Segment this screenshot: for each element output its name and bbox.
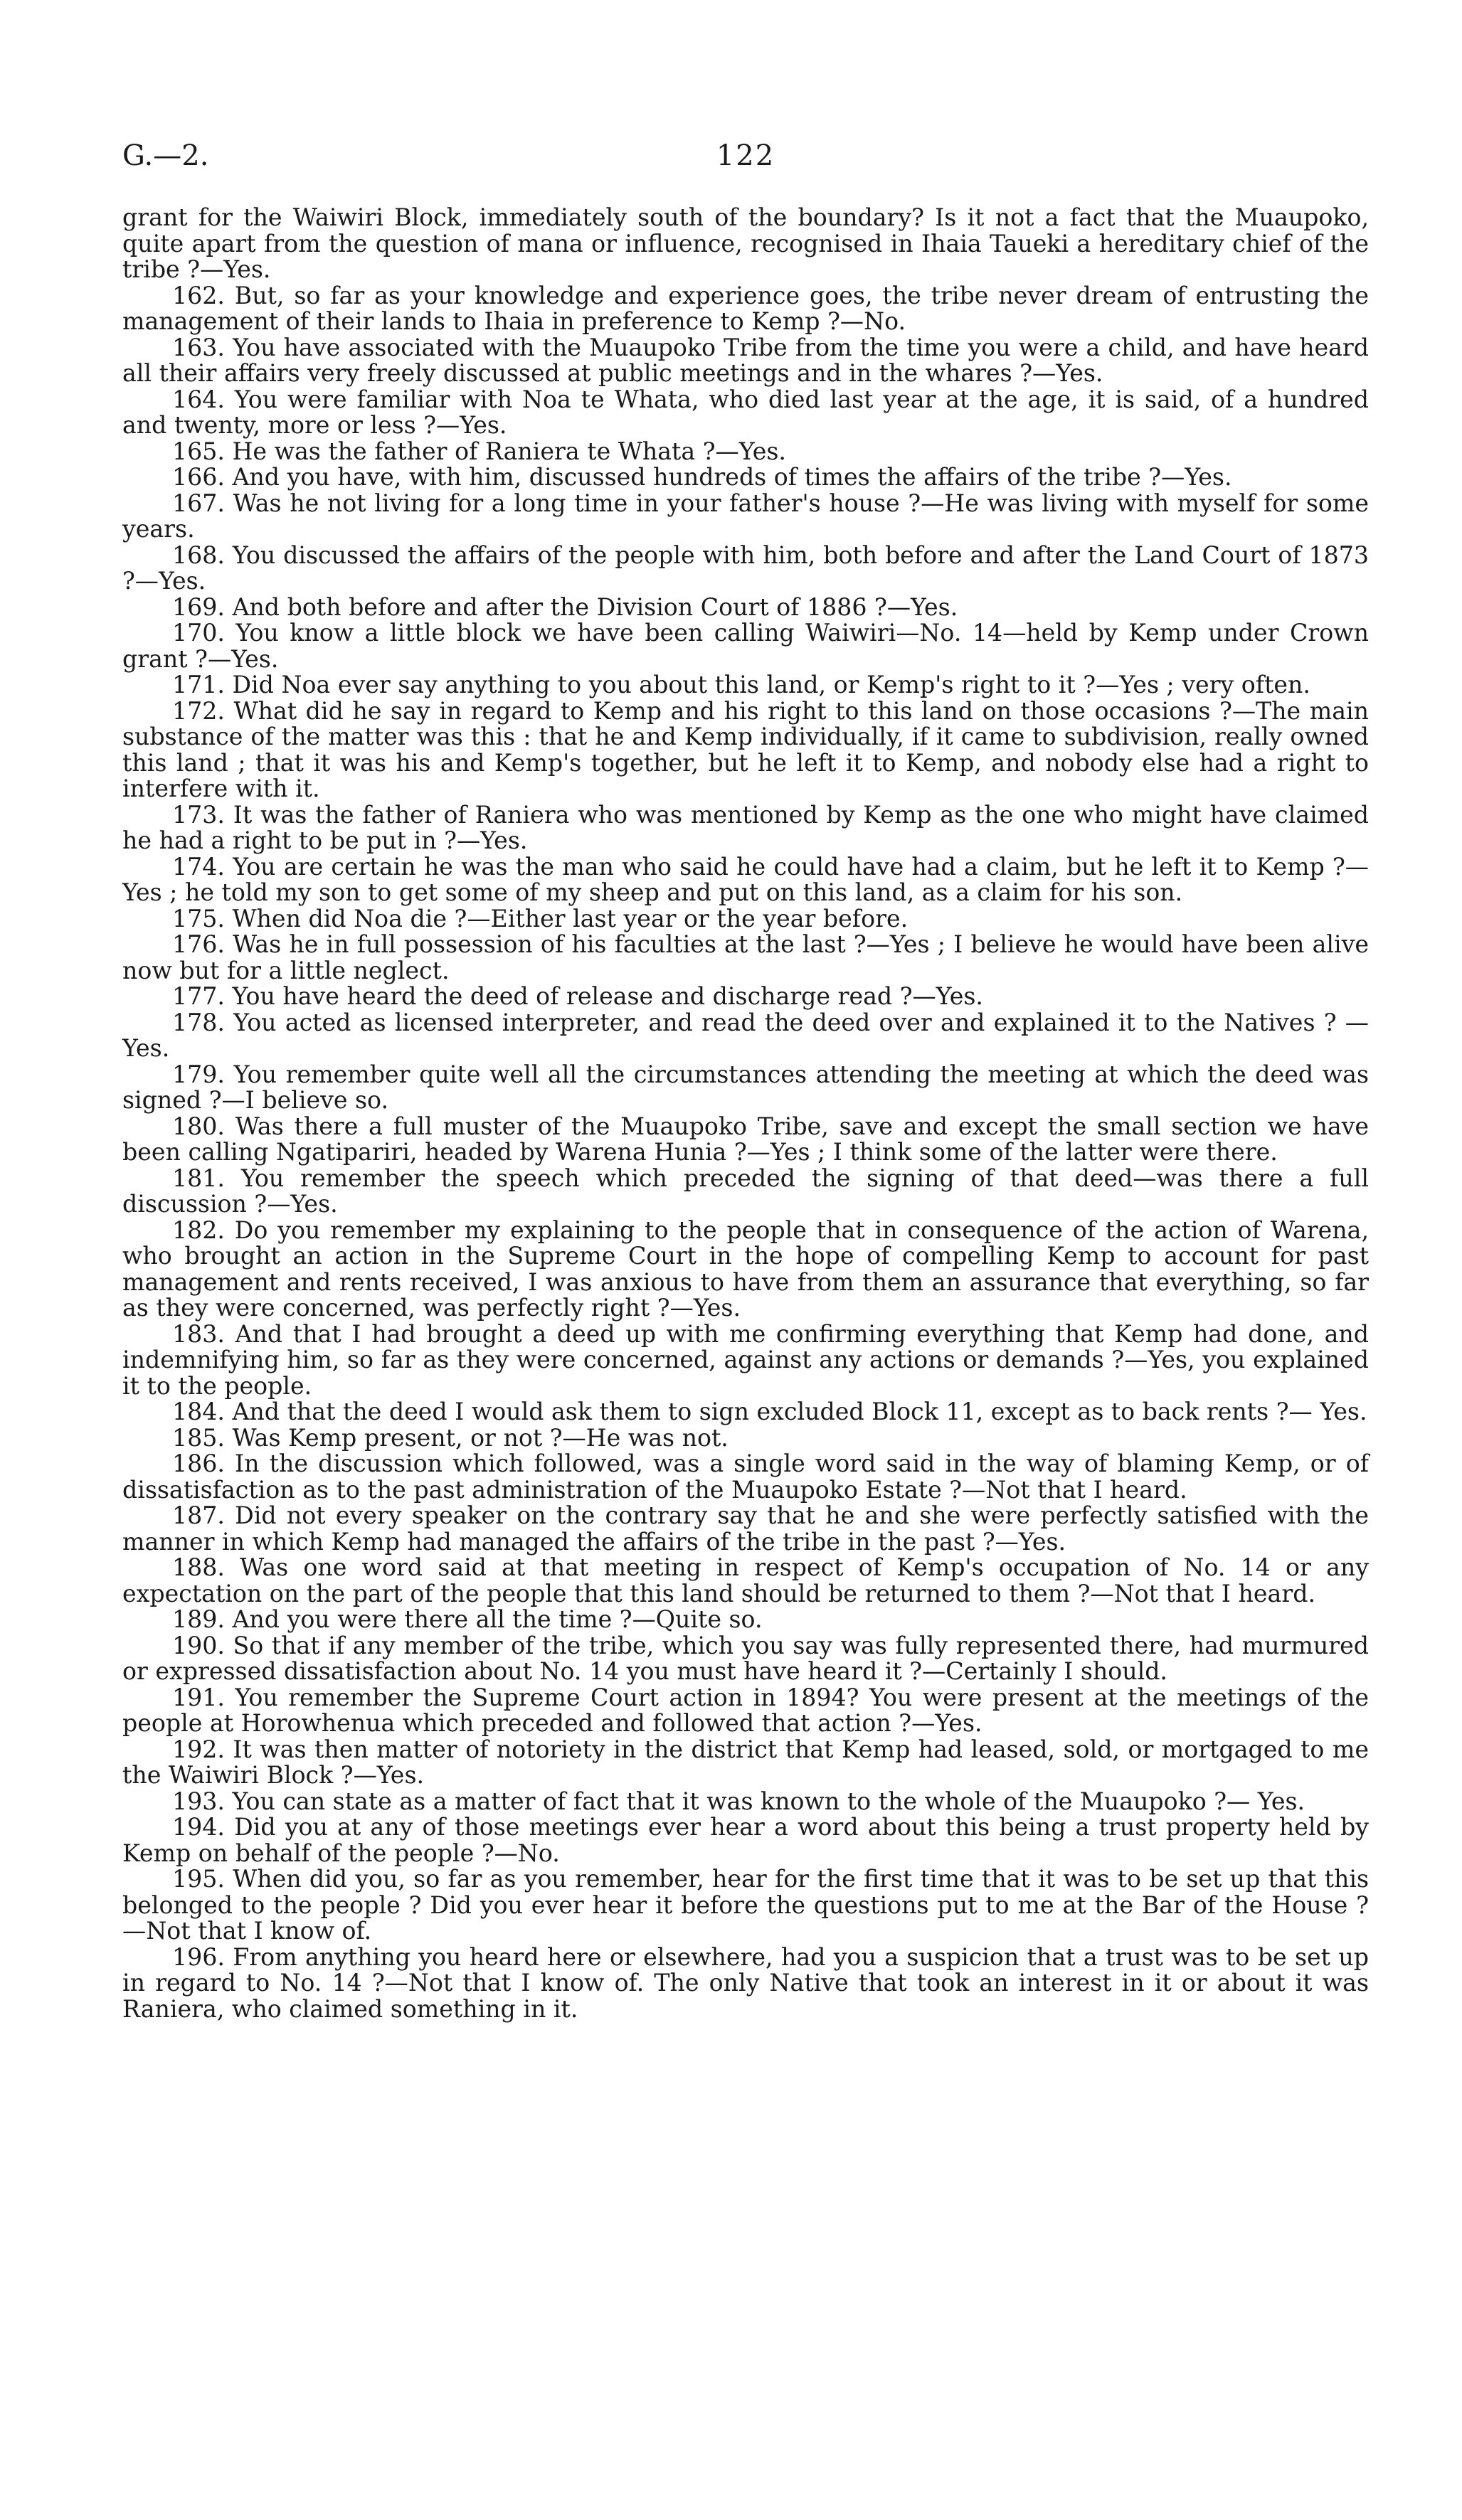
question-paragraph: 180. Was there a full muster of the Muaupoko Tribe, save and except the small section we have been calling Ngatipariri, headed by Warena Hunia ?—Yes ; I think some of the latter were there.	[122, 1112, 1369, 1166]
question-paragraph: 163. You have associated with the Muaupoko Tribe from the time you were a child, and have heard all their affairs very freely discussed at public meetings and in the whares ?—Yes.	[122, 333, 1369, 387]
question-paragraph: 189. And you were there all the time ?—Quite so.	[172, 1605, 763, 1633]
question-paragraph: 182. Do you remember my explaining to the people that in consequence of the action of Warena, who brought an action in the Supreme Court in the hope of compelling Kemp to account for past management and rents received, I was anxious to have from them an assurance that everything, so far as they were concerned, was perfectly right ?—Yes.	[122, 1216, 1369, 1322]
question-paragraph: 187. Did not every speaker on the contrary say that he and she were perfectly satisfied with the manner in which Kemp had managed the affairs of the tribe in the past ?—Yes.	[122, 1501, 1369, 1556]
question-paragraph: 164. You were familiar with Noa te Whata, who died last year at the age, it is said, of a hundred and twenty, more or less ?—Yes.	[122, 385, 1369, 439]
question-paragraph: 188. Was one word said at that meeting in respect of Kemp's occupation of No. 14 or any expectation on the part of the people that this land should be returned to them ?—Not that I heard.	[122, 1553, 1369, 1607]
question-paragraph: 174. You are certain he was the man who said he could have had a claim, but he left it to Kemp ?—Yes ; he told my son to get some of my sheep and put on this land, as a claim for his son.	[122, 852, 1369, 906]
question-paragraph: 179. You remember quite well all the circumstances attending the meeting at which the deed was signed ?—I believe so.	[122, 1060, 1369, 1114]
question-paragraph: 184. And that the deed I would ask them to sign excluded Block 11, except as to back rents ?— Yes.	[172, 1398, 1367, 1425]
question-paragraph: 168. You discussed the affairs of the people with him, both before and after the Land Court of 1873 ?—Yes.	[122, 541, 1369, 595]
question-paragraph: 177. You have heard the deed of release and discharge read ?—Yes.	[172, 982, 983, 1010]
question-paragraph: 191. You remember the Supreme Court action in 1894? You were present at the meetings of the people at Horowhenua which preceded and followed that action ?—Yes.	[122, 1683, 1369, 1737]
question-paragraph: 193. You can state as a matter of fact that it was known to the whole of the Muaupoko ?— Yes.	[172, 1787, 1305, 1815]
question-paragraph: 166. And you have, with him, discussed hundreds of times the affairs of the tribe ?—Yes.	[172, 463, 1232, 491]
question-paragraph: 196. From anything you heard here or elsewhere, had you a suspicion that a trust was to be set up in regard to No. 14 ?—Not that I know of. The only Native that took an interest in it or about it was Raniera, who claimed something in it.	[122, 1942, 1369, 2023]
page-header	[122, 139, 1369, 191]
page-number: 122	[716, 139, 775, 172]
question-paragraph: 195. When did you, so far as you remember, hear for the first time that it was to be set up that this belonged to the people ? Did you ever hear it before the questions put to me at the Bar of the House ?—Not that I know of.	[122, 1865, 1369, 1945]
question-paragraph: 190. So that if any member of the tribe, which you say was fully represented there, had murmured or expressed dissatisfaction about No. 14 you must have heard it ?—Certainly I should.	[122, 1631, 1369, 1685]
question-paragraph: 170. You know a little block we have been calling Waiwiri—No. 14—held by Kemp under Crown grant ?—Yes.	[122, 619, 1369, 673]
question-paragraph: 171. Did Noa ever say anything to you about this land, or Kemp's right to it ?—Yes ; very often.	[172, 671, 1310, 698]
question-paragraph: 181. You remember the speech which preceded the signing of that deed—was there a full discussion ?—Yes.	[122, 1164, 1369, 1218]
document-page	[122, 139, 1369, 2022]
question-paragraph: 165. He was the father of Raniera te Whata ?—Yes.	[172, 437, 786, 465]
question-paragraph: 183. And that I had brought a deed up with me confirming everything that Kemp had done, and indemnifying him, so far as they were concerned, against any actions or demands ?—Yes, you explained it to the people.	[122, 1319, 1369, 1400]
question-paragraph: 185. Was Kemp present, or not ?—He was not.	[172, 1423, 729, 1452]
question-paragraph: 176. Was he in full possession of his faculties at the last ?—Yes ; I believe he would have been alive now but for a little neglect.	[122, 930, 1369, 984]
document-reference: G.—2.	[122, 139, 209, 172]
question-paragraph: 162. But, so far as your knowledge and experience goes, the tribe never dream of entrusting the management of their lands to Ihaia in preference to Kemp ?—No.	[122, 281, 1369, 335]
question-paragraph: 167. Was he not living for a long time in your father's house ?—He was living with myself for some years.	[122, 489, 1369, 543]
question-paragraph: 173. It was the father of Raniera who was mentioned by Kemp as the one who might have claimed he had a right to be put in ?—Yes.	[122, 800, 1369, 854]
question-paragraph: 175. When did Noa die ?—Either last year or the year before.	[172, 904, 909, 932]
question-paragraph: 192. It was then matter of notoriety in the district that Kemp had leased, sold, or mortgaged to me the Waiwiri Block ?—Yes.	[122, 1735, 1369, 1789]
question-paragraph: 178. You acted as licensed interpreter, and read the deed over and explained it to the Natives ? —Yes.	[122, 1008, 1369, 1062]
question-paragraph: 172. What did he say in regard to Kemp and his right to this land on those occasions ?—The main substance of the matter was this : that he and Kemp individually, if it came to subdivision, really owned this land ; that it was his and Kemp's together, but he left it to Kemp, and nobody else had a right to interfere with it.	[122, 696, 1369, 802]
question-paragraph: 186. In the discussion which followed, was a single word said in the way of blaming Kemp, or of dissatisfaction as to the past administration of the Muaupoko Estate ?—Not that I heard.	[122, 1450, 1369, 1504]
question-paragraph: 194. Did you at any of those meetings ever hear a word about this being a trust property held by Kemp on behalf of the people ?—No.	[122, 1813, 1369, 1867]
question-paragraph: 169. And both before and after the Division Court of 1886 ?—Yes.	[172, 592, 958, 621]
continued-paragraph: grant for the Waiwiri Block, immediately south of the boundary? Is it not a fact that the Muaupoko, quite apart from the question of mana or influence, recognised in Ihaia Taueki a hereditary chief of the tribe ?—Yes.	[122, 203, 1369, 283]
document-body	[122, 205, 1369, 2022]
